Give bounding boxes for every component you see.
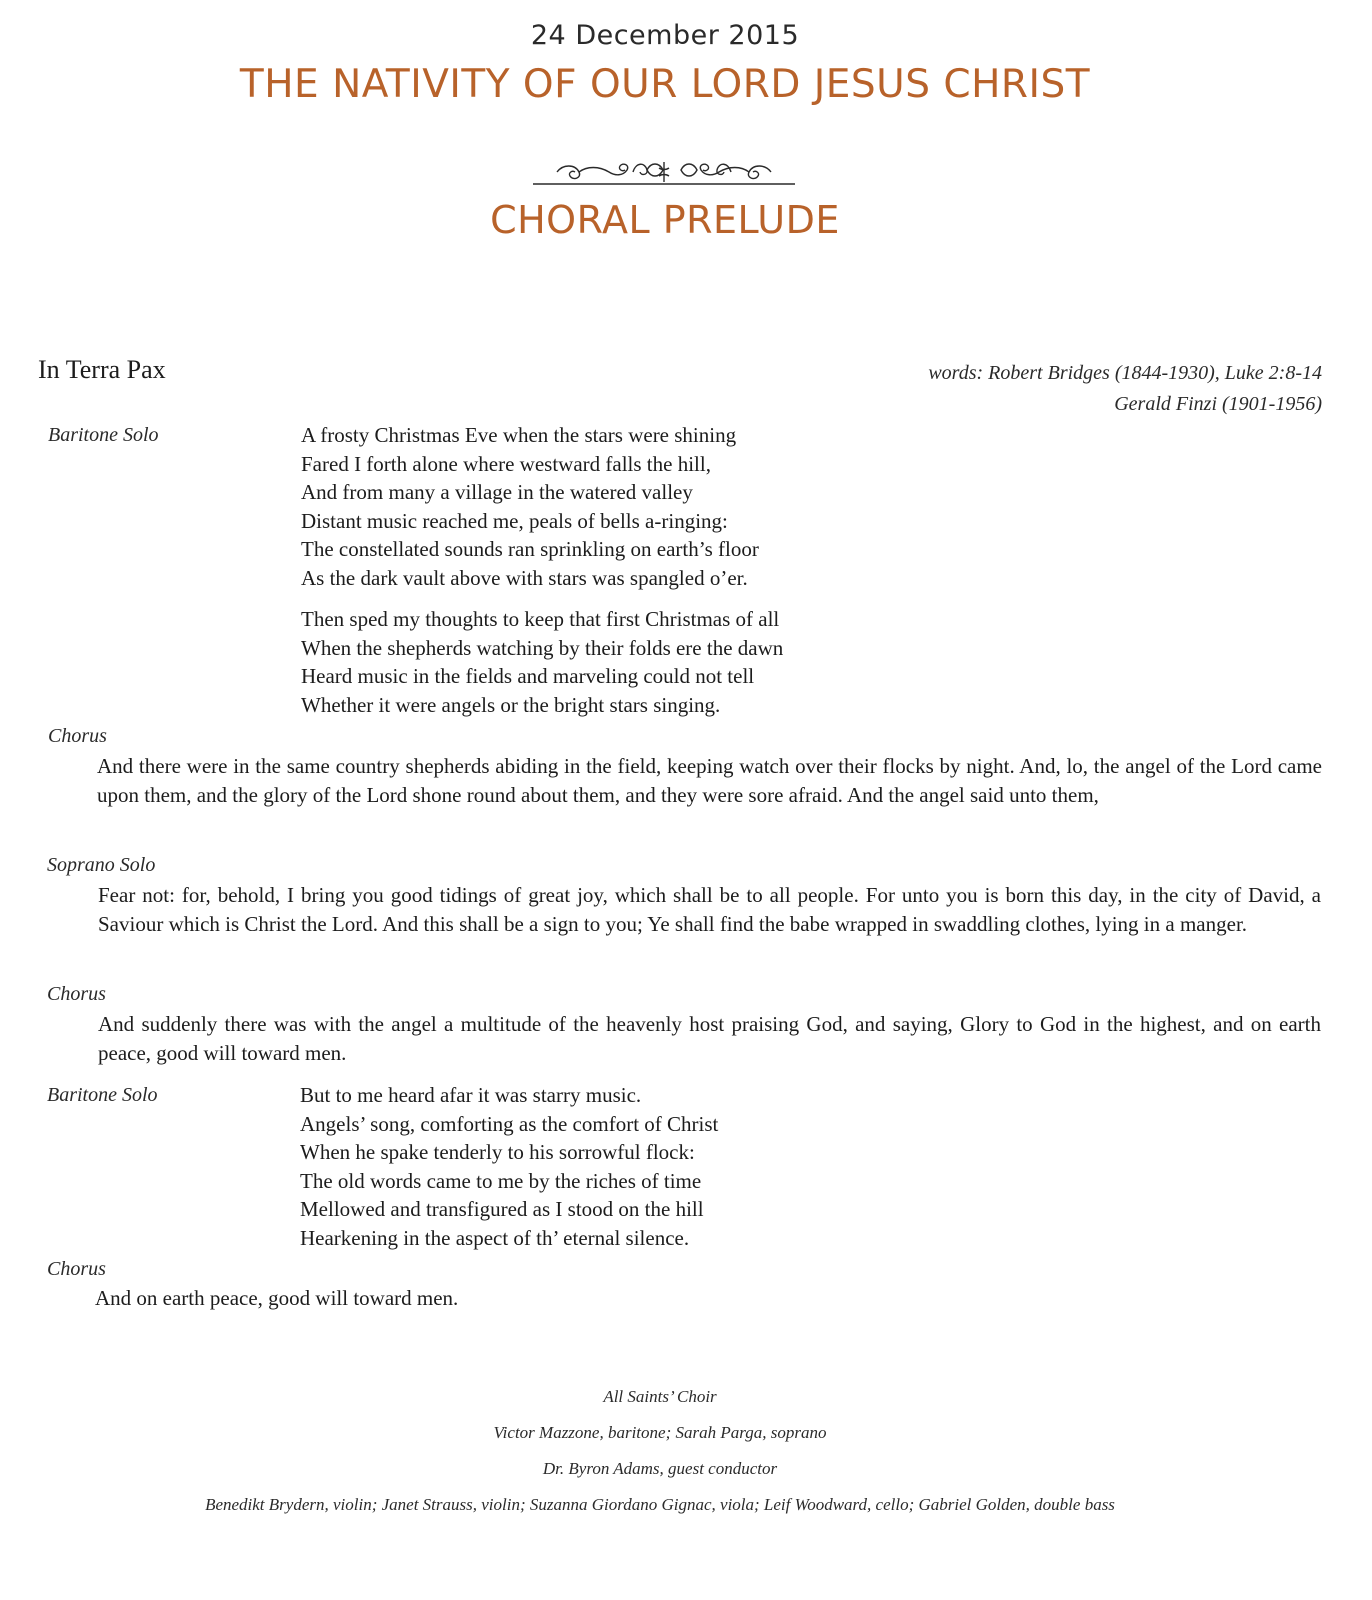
verse-line: And from many a village in the watered valley <box>301 480 693 505</box>
performer-credits <box>0 1382 1320 1526</box>
verse-stanza <box>301 605 783 719</box>
chorus-text: And on earth peace, good will toward men. <box>95 1286 459 1310</box>
section-label: Baritone Solo <box>48 424 159 446</box>
verse-line: Then sped my thoughts to keep that first Christmas of all <box>301 607 780 631</box>
verse-line: Distant music reached me, peals of bells a-ringing: <box>301 508 728 533</box>
section-label: Soprano Solo <box>47 854 156 876</box>
verse-line: Fared I forth alone where westward falls the hill, <box>301 451 711 476</box>
conductor-credit: Dr. Byron Adams, guest conductor <box>542 1459 778 1478</box>
feast-title: THE NATIVITY OF OUR LORD JESUS CHRIST <box>239 62 1091 107</box>
section-label: Chorus <box>48 725 107 747</box>
verse-stanza <box>301 421 759 593</box>
verse-line: Mellowed and transfigured as I stood on the hill <box>300 1197 704 1222</box>
piece-title: In Terra Pax <box>38 355 166 384</box>
verse-line: A frosty Christmas Eve when the stars were shining <box>301 423 737 447</box>
service-date: 24 December 2015 <box>530 20 800 51</box>
verse-line: As the dark vault above with stars was spangled o’er. <box>301 565 748 590</box>
verse-line: The constellated sounds ran sprinkling on earth’s floor <box>301 537 759 562</box>
chorus-text: And there were in the same country shepherds abiding in the field, keeping watch over their flocks by night. And, lo, the angel of the Lord came upon them, and the glory of the Lord shone round about them, and they were sore afraid. And the angel said unto them, <box>97 754 1322 807</box>
soloists-credit: Victor Mazzone, baritone; Sarah Parga, soprano <box>493 1423 827 1442</box>
verse-line: When he spake tenderly to his sorrowful flock: <box>300 1140 695 1165</box>
verse-stanza <box>300 1081 718 1253</box>
section-title: CHORAL PRELUDE <box>490 198 840 242</box>
verse-line: Heard music in the fields and marveling could not tell <box>301 664 755 689</box>
verse-line: Angels’ song, comforting as the comfort of Christ <box>300 1111 719 1136</box>
verse-line: Whether it were angels or the bright stars singing. <box>301 692 721 717</box>
scroll-ornament-icon <box>533 158 795 188</box>
verse-line: Hearkening in the aspect of th’ eternal silence. <box>300 1225 690 1250</box>
composer-credit: Gerald Finzi (1901-1956) <box>1114 393 1322 415</box>
verse-line: The old words came to me by the riches of time <box>300 1168 702 1193</box>
verse-line: When the shepherds watching by their folds ere the dawn <box>301 635 784 660</box>
section-label: Chorus <box>47 983 106 1005</box>
words-credit: words: Robert Bridges (1844-1930), Luke 2:8-14 <box>928 362 1322 384</box>
choir-credit: All Saints’ Choir <box>603 1387 717 1406</box>
verse-line: But to me heard afar it was starry music. <box>300 1083 642 1107</box>
soprano-text: Fear not: for, behold, I bring you good tidings of great joy, which shall be to all people. For unto you is born this day, in the city of David, a Saviour which is Christ the Lord. And this shall be a sign to you; Ye shall find the babe wrapped in swaddling clothes, lying in a manger. <box>98 883 1321 936</box>
instrumentalists-credit: Benedikt Brydern, violin; Janet Strauss, violin; Suzanna Giordano Gignac, viola; Leif Woodward, cello; Gabriel Golden, double bass <box>205 1495 1115 1514</box>
section-label: Chorus <box>47 1258 106 1280</box>
section-label: Baritone Solo <box>47 1084 158 1106</box>
chorus-text: And suddenly there was with the angel a multitude of the heavenly host praising God, and saying, Glory to God in the highest, and on earth peace, good will toward men. <box>98 1012 1321 1065</box>
